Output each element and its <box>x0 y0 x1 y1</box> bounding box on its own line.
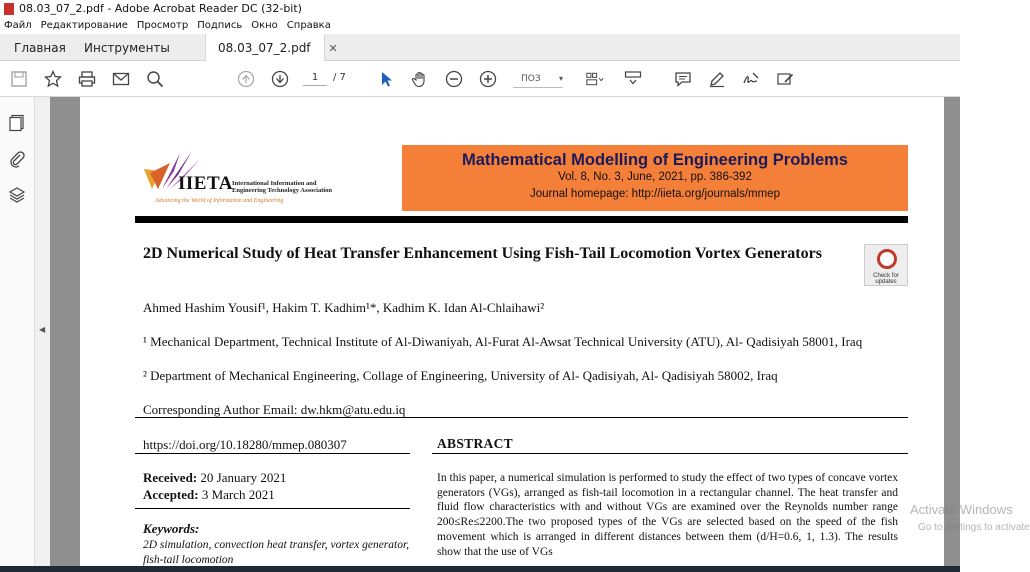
tab-document-label: 08.03_07_2.pdf <box>218 41 311 55</box>
logo-subtitle-line2: Engineering Technology Association <box>232 187 333 194</box>
affiliation-2: ² Department of Mechanical Engineering, Collage of Engineering, University of Al- Qadisiyah, Al- Qadisiyah 58002, Iraq <box>143 368 778 383</box>
menu-help[interactable]: Справка <box>286 19 331 31</box>
save-icon[interactable] <box>8 69 30 89</box>
divider-right <box>432 453 908 454</box>
divider-dates <box>135 508 410 509</box>
activate-windows-subtext: Go to Settings to activate <box>918 522 1030 533</box>
pdf-page <box>80 97 1030 572</box>
affiliation-1: ¹ Mechanical Department, Technical Institute of Al-Diwaniyah, Al-Furat Al-Awsat Technical University (ATU), Al- Qadisiyah 58001, Iraq <box>143 334 863 349</box>
tab-tools[interactable]: Инструменты <box>84 40 170 55</box>
chevron-left-icon: ◀ <box>39 325 46 334</box>
divider-left <box>135 453 410 454</box>
zoom-out-icon[interactable] <box>443 69 465 89</box>
panel-collapse-handle[interactable] <box>35 97 50 572</box>
layers-icon[interactable] <box>8 186 26 204</box>
paper-authors: Ahmed Hashim Yousif¹, Hakim T. Kadhim¹*, Kadhim K. Idan Al-Chlaihawi² <box>143 300 545 315</box>
email-icon[interactable] <box>110 69 132 89</box>
left-navigation-panel <box>0 97 35 572</box>
check-for-updates-badge[interactable] <box>864 244 908 286</box>
paper-title: 2D Numerical Study of Heat Transfer Enhancement Using Fish-Tail Locomotion Vortex Generators <box>143 245 822 262</box>
menu-window[interactable]: Окно <box>251 19 278 31</box>
iieta-logo <box>140 149 370 209</box>
hand-tool-icon[interactable] <box>409 69 431 89</box>
page-number-input[interactable]: 1 <box>303 72 327 86</box>
abstract-heading: ABSTRACT <box>437 436 513 451</box>
scroll-mode-icon[interactable] <box>622 69 644 89</box>
page-up-icon[interactable] <box>235 69 257 89</box>
tab-document[interactable] <box>205 34 338 62</box>
fill-sign-icon[interactable] <box>774 69 796 89</box>
activate-windows-watermark: Activate Windows <box>910 502 1013 517</box>
logo-wordmark: IIETA <box>178 173 233 194</box>
menu-file[interactable]: Файл <box>4 19 32 31</box>
header-rule <box>135 216 908 223</box>
attachment-icon[interactable] <box>8 150 26 168</box>
pdf-app-icon <box>4 3 14 15</box>
accepted-label: Accepted: <box>143 487 199 502</box>
select-cursor-icon[interactable] <box>375 69 397 89</box>
tab-home[interactable]: Главная <box>14 40 66 55</box>
divider <box>135 417 908 418</box>
journal-title: Mathematical Modelling of Engineering Problems <box>462 151 848 169</box>
check-updates-line2: updates <box>875 279 897 285</box>
close-tab-icon[interactable]: ✕ <box>328 41 338 55</box>
page-total: / 7 <box>333 72 346 83</box>
journal-volume: Vol. 8, No. 3, June, 2021, pp. 386-392 <box>558 171 752 183</box>
check-updates-line1: Check for <box>873 273 899 279</box>
zoom-select[interactable] <box>513 70 563 88</box>
abstract-text: In this paper, a numerical simulation is performed to study the effect of two types of concave vortex generators (VGs), arranged as fish-tail locomotion in a rectangular channel. The heat transfer and fluid flow characteristics with and without VGs are examined over the Reynolds number range 200≤Re≤2200.The two proposed types of the VGs are selected based on the speed of the fish movement which is arranged in different distances between them (d/H=0.6, 1, 1.3). The results show that the use of VGs <box>437 472 898 558</box>
check-updates-icon <box>877 249 897 269</box>
menu-sign[interactable]: Подпись <box>197 19 243 31</box>
menu-edit[interactable]: Редактирование <box>40 19 128 31</box>
journal-header-box <box>402 145 908 211</box>
logo-subtitle-line1: International Information and <box>232 180 317 187</box>
zoom-value: ПОЗ <box>521 73 541 84</box>
comment-icon[interactable] <box>672 69 694 89</box>
print-icon[interactable] <box>76 69 98 89</box>
page-layout-icon[interactable] <box>582 69 608 89</box>
document-gutter-left <box>50 97 80 572</box>
menu-view[interactable]: Просмотр <box>136 19 189 31</box>
page-down-icon[interactable] <box>269 69 291 89</box>
highlight-pen-icon[interactable] <box>706 69 728 89</box>
window-titlebar <box>0 0 960 17</box>
paper-doi[interactable]: https://doi.org/10.18280/mmep.080307 <box>143 437 347 452</box>
received-date <box>143 470 286 486</box>
chevron-down-icon: ▾ <box>558 74 563 83</box>
accepted-value: 3 March 2021 <box>198 487 275 502</box>
tab-bar <box>0 34 960 61</box>
journal-homepage[interactable]: Journal homepage: http://iieta.org/journals/mmep <box>530 188 780 200</box>
menu-bar <box>0 17 960 33</box>
sign-icon[interactable] <box>740 69 762 89</box>
toolbar <box>0 61 960 97</box>
search-icon[interactable] <box>144 69 166 89</box>
keywords-list: 2D simulation, convection heat transfer, vortex generator, fish-tail locomotion <box>143 539 410 566</box>
received-label: Received: <box>143 470 198 485</box>
page-thumbnails-icon[interactable] <box>8 114 26 132</box>
windows-taskbar <box>0 566 960 572</box>
logo-tagline: Advancing the World of Information and Engineering <box>155 198 284 204</box>
window-title: 08.03_07_2.pdf - Adobe Acrobat Reader DC (32-bit) <box>19 2 302 15</box>
zoom-in-icon[interactable] <box>477 69 499 89</box>
accepted-date <box>143 487 275 503</box>
keywords-heading: Keywords: <box>143 521 200 536</box>
received-value: 20 January 2021 <box>197 470 287 485</box>
star-icon[interactable] <box>42 69 64 89</box>
corresponding-email: Corresponding Author Email: dw.hkm@atu.edu.iq <box>143 402 406 417</box>
document-gutter-right <box>944 97 960 572</box>
